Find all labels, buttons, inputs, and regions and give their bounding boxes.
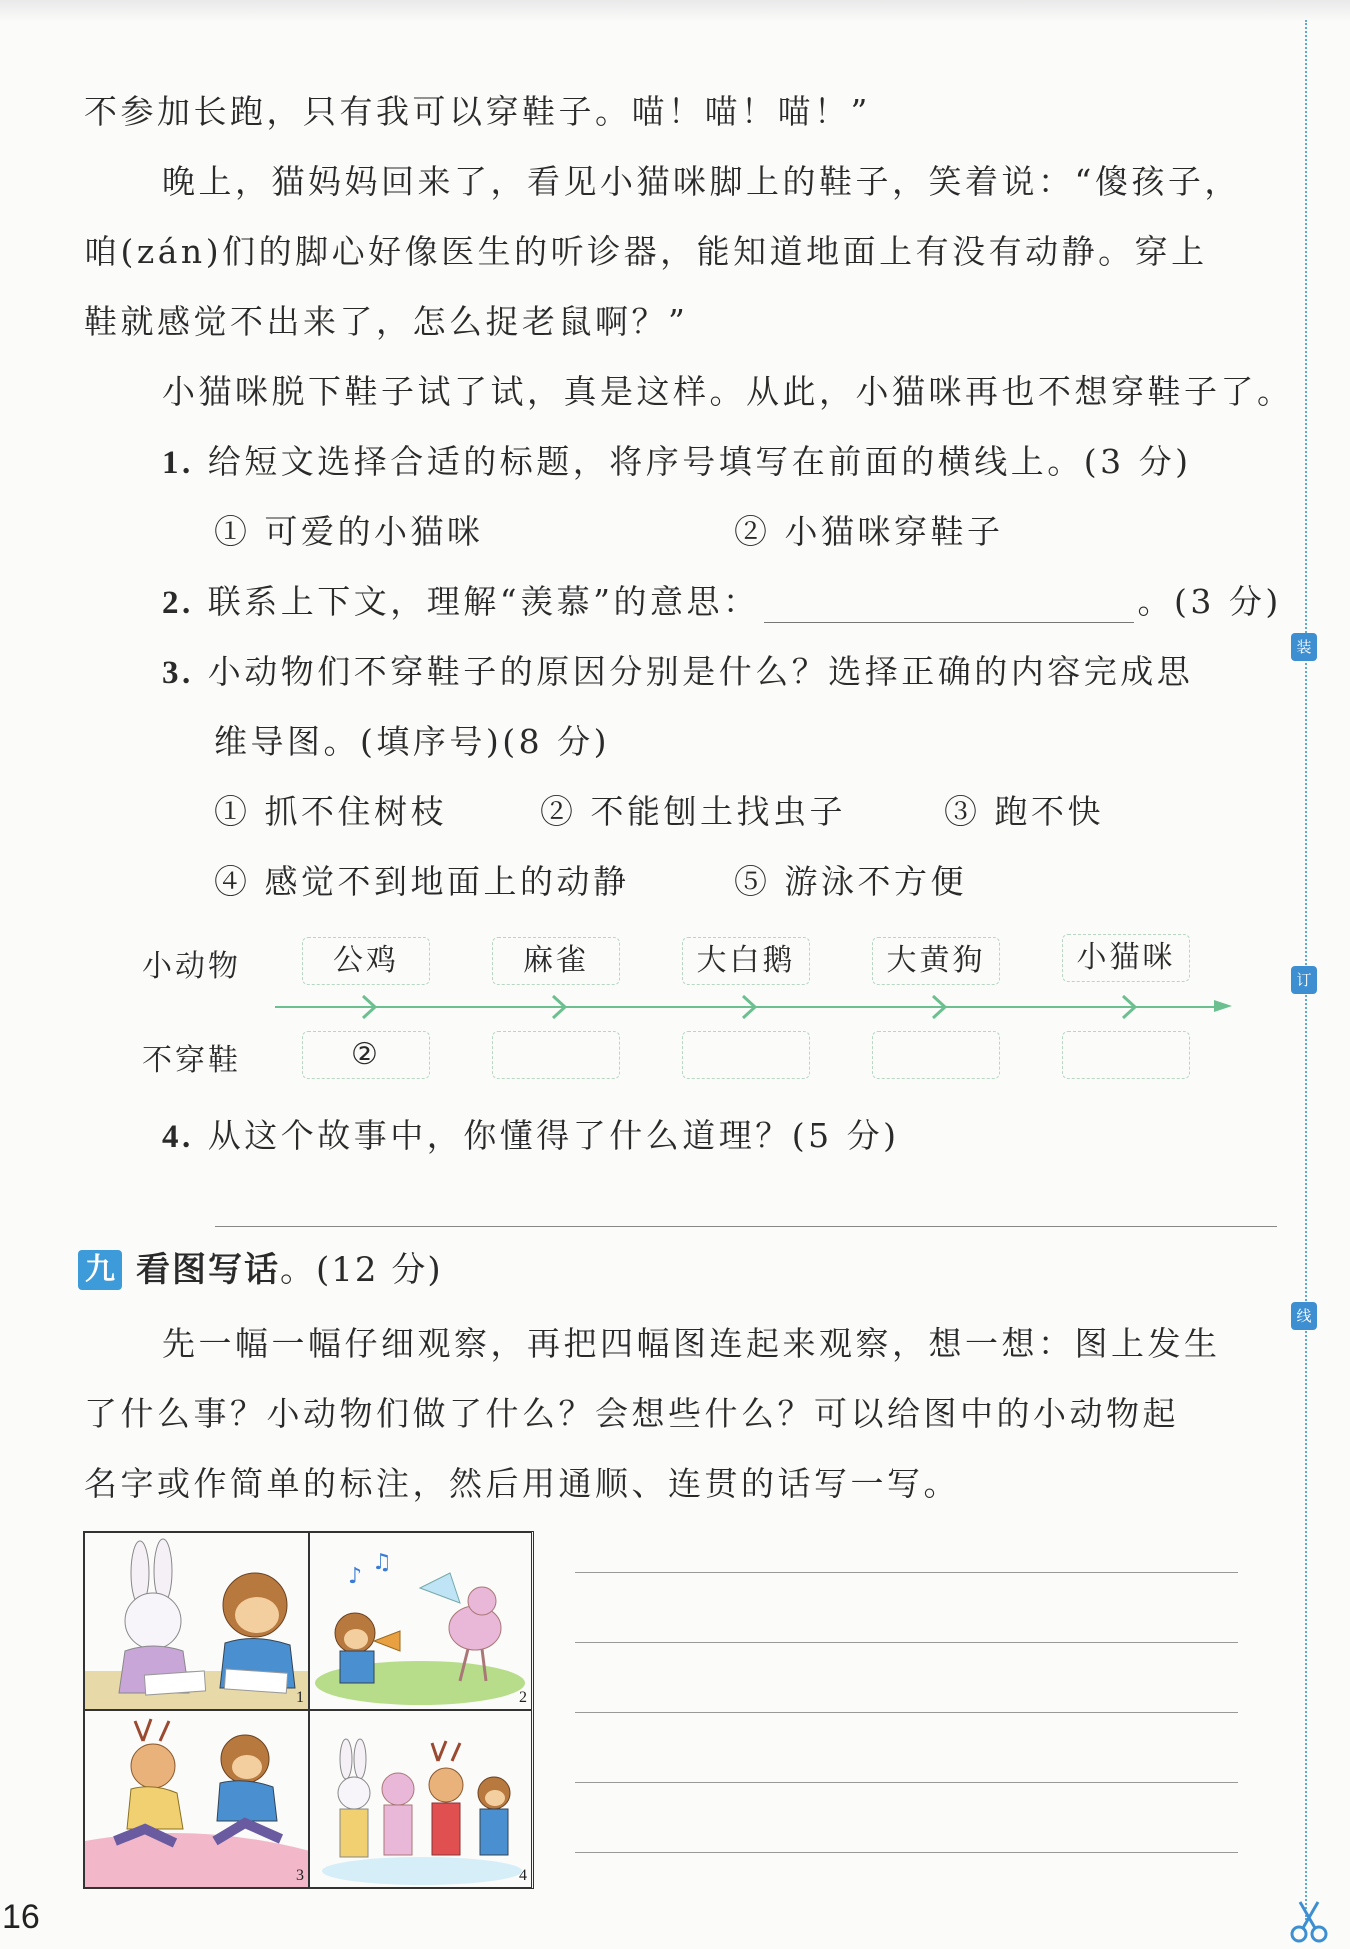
picture-panel bbox=[84, 1710, 309, 1888]
scissors-icon bbox=[1286, 1898, 1332, 1944]
q1-option-2: ② 小猫咪穿鞋子 bbox=[734, 512, 1004, 551]
writing-line[interactable] bbox=[575, 1642, 1238, 1643]
q3-option-2: ② 不能刨土找虫子 bbox=[540, 792, 846, 831]
mind-map-row-label-animals: 小动物 bbox=[142, 949, 241, 984]
mind-map-answer-box[interactable] bbox=[1062, 1031, 1190, 1079]
question-text: 从这个故事中，你懂得了什么道理？(5 分) bbox=[207, 1116, 900, 1155]
question-1 bbox=[162, 442, 1191, 483]
monkey-trumpet-bird-illustration bbox=[310, 1533, 532, 1710]
writing-line[interactable] bbox=[575, 1782, 1238, 1783]
chevron-right-icon bbox=[925, 992, 955, 1022]
mind-map-answer-box[interactable]: ② bbox=[302, 1031, 430, 1079]
question-number: 1. bbox=[162, 445, 194, 481]
picture-grid bbox=[83, 1531, 534, 1889]
cut-label: 线 bbox=[1291, 1302, 1317, 1330]
writing-line[interactable] bbox=[575, 1572, 1238, 1573]
cut-label: 订 bbox=[1291, 966, 1317, 994]
question-text: 联系上下文，理解“羡慕”的意思： bbox=[207, 582, 760, 621]
question-4 bbox=[162, 1116, 899, 1157]
panel-number: 3 bbox=[296, 1867, 304, 1884]
page-number: 16 bbox=[2, 1898, 40, 1936]
writing-line[interactable] bbox=[575, 1712, 1238, 1713]
q3-option-5: ⑤ 游泳不方便 bbox=[734, 862, 967, 901]
story-line-4: 鞋就感觉不出来了，怎么捉老鼠啊？” bbox=[84, 302, 689, 341]
chevron-right-icon bbox=[1115, 992, 1145, 1022]
deer-monkey-running-illustration bbox=[85, 1711, 309, 1888]
mind-map-answer-box[interactable] bbox=[682, 1031, 810, 1079]
question-number: 2. bbox=[162, 585, 194, 621]
q3-option-3: ③ 跑不快 bbox=[944, 792, 1104, 831]
section-title bbox=[136, 1250, 443, 1290]
picture-panel bbox=[84, 1532, 309, 1710]
question-number: 3. bbox=[162, 655, 194, 691]
mind-map-animal-box: 麻雀 bbox=[492, 937, 620, 985]
story-line-3: 咱(zán)们的脚心好像医生的听诊器，能知道地面上有没有动静。穿上 bbox=[84, 232, 1208, 271]
mind-map-animal-box: 大白鹅 bbox=[682, 937, 810, 985]
q3-text-line-2: 维导图。(填序号)(8 分) bbox=[214, 722, 610, 761]
picture-panel bbox=[309, 1710, 532, 1888]
chevron-right-icon bbox=[545, 992, 575, 1022]
panel-number: 4 bbox=[519, 1867, 527, 1884]
question-3 bbox=[162, 652, 1193, 693]
top-shadow bbox=[0, 0, 1350, 22]
q4-answer-line[interactable] bbox=[215, 1226, 1277, 1227]
question-suffix: 。(3 分) bbox=[1137, 582, 1282, 621]
section-score: 。(12 分) bbox=[280, 1250, 443, 1290]
q2-answer-blank[interactable] bbox=[764, 593, 1134, 623]
svg-text:♫: ♫ bbox=[372, 1550, 392, 1575]
question-text: 给短文选择合适的标题，将序号填写在前面的横线上。(3 分) bbox=[207, 442, 1192, 481]
story-line-5: 小猫咪脱下鞋子试了试，真是这样。从此，小猫咪再也不想穿鞋子了。 bbox=[162, 372, 1294, 411]
writing-line[interactable] bbox=[575, 1852, 1238, 1853]
cut-label: 装 bbox=[1291, 633, 1317, 661]
arrow-end-icon bbox=[1210, 992, 1238, 1020]
q3-option-1: ① 抓不住树枝 bbox=[214, 792, 447, 831]
mind-map-row-label-no-shoes: 不穿鞋 bbox=[142, 1043, 241, 1078]
panel-number: 1 bbox=[296, 1689, 304, 1706]
animals-group-illustration bbox=[310, 1711, 532, 1888]
mind-map-animal-box: 公鸡 bbox=[302, 937, 430, 985]
question-number: 4. bbox=[162, 1119, 194, 1155]
svg-text:♪: ♪ bbox=[348, 1564, 363, 1589]
q1-option-1: ① 可爱的小猫咪 bbox=[214, 512, 484, 551]
picture-panel bbox=[309, 1532, 532, 1710]
mind-map-answer-box[interactable] bbox=[492, 1031, 620, 1079]
section9-instruction-3: 名字或作简单的标注，然后用通顺、连贯的话写一写。 bbox=[84, 1464, 960, 1503]
section-number-badge: 九 bbox=[78, 1250, 122, 1290]
mind-map-animal-box: 大黄狗 bbox=[872, 937, 1000, 985]
question-text: 小动物们不穿鞋子的原因分别是什么？选择正确的内容完成思 bbox=[207, 652, 1194, 691]
panel-number: 2 bbox=[519, 1689, 527, 1706]
story-line-1: 不参加长跑，只有我可以穿鞋子。喵！喵！喵！” bbox=[84, 92, 871, 131]
story-line-2: 晚上，猫妈妈回来了，看见小猫咪脚上的鞋子，笑着说：“傻孩子， bbox=[162, 162, 1241, 201]
chevron-right-icon bbox=[355, 992, 385, 1022]
question-2 bbox=[162, 582, 1282, 623]
section-title-text: 看图写话 bbox=[136, 1250, 280, 1290]
mind-map-animal-box: 小猫咪 bbox=[1062, 934, 1190, 982]
rabbit-monkey-writing-illustration bbox=[85, 1533, 309, 1710]
chevron-right-icon bbox=[735, 992, 765, 1022]
mind-map-answer-box[interactable] bbox=[872, 1031, 1000, 1079]
q3-option-4: ④ 感觉不到地面上的动静 bbox=[214, 862, 630, 901]
section9-instruction-1: 先一幅一幅仔细观察，再把四幅图连起来观察，想一想：图上发生 bbox=[162, 1324, 1221, 1363]
section9-instruction-2: 了什么事？小动物们做了什么？会想些什么？可以给图中的小动物起 bbox=[84, 1394, 1179, 1433]
